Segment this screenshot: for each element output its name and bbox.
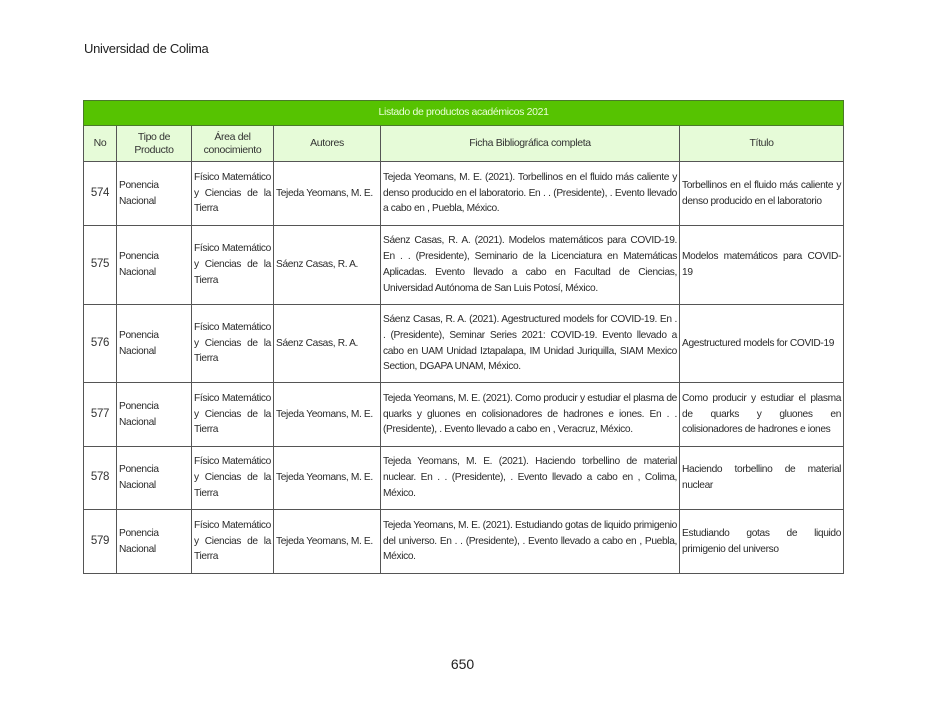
cell-no: 575 bbox=[84, 226, 117, 305]
cell-ficha: Tejeda Yeomans, M. E. (2021). Haciendo torbellino de material nuclear. En . . (Presidente), . Evento llevado a cabo en , Colima, México. bbox=[381, 447, 680, 510]
cell-ficha: Sáenz Casas, R. A. (2021). Agestructured models for COVID-19. En . . (Presidente), Seminar Series 2021: COVID-19. Evento llevado a cabo en UAM Unidad Iztapalapa, IM Unidad Juriquilla, SIAM Mexico Section, DGAPA UNAM, México. bbox=[381, 305, 680, 383]
column-header-area: Área del conocimiento bbox=[192, 126, 274, 162]
cell-tipo: Ponencia Nacional bbox=[117, 383, 192, 447]
academic-products-table bbox=[83, 100, 844, 574]
cell-ficha: Tejeda Yeomans, M. E. (2021). Torbellinos en el fluido más caliente y denso producido en el laboratorio. En . . (Presidente), . Evento llevado a cabo en , Puebla, México. bbox=[381, 162, 680, 226]
column-header-titulo: Título bbox=[680, 126, 844, 162]
page-number: 650 bbox=[450, 656, 475, 672]
column-header-row bbox=[84, 126, 844, 162]
cell-no: 578 bbox=[84, 447, 117, 510]
cell-no: 577 bbox=[84, 383, 117, 447]
table-row bbox=[84, 305, 844, 383]
table-title: Listado de productos académicos 2021 bbox=[84, 101, 844, 126]
page-header: Universidad de Colima bbox=[84, 41, 209, 56]
table-row bbox=[84, 510, 844, 574]
table-row bbox=[84, 383, 844, 447]
cell-autores: Tejeda Yeomans, M. E. bbox=[274, 383, 381, 447]
cell-area: Físico Matemático y Ciencias de la Tierra bbox=[192, 226, 274, 305]
cell-autores: Tejeda Yeomans, M. E. bbox=[274, 447, 381, 510]
cell-titulo: Torbellinos en el fluido más caliente y denso producido en el laboratorio bbox=[680, 162, 844, 226]
column-header-ficha: Ficha Bibliográfica completa bbox=[381, 126, 680, 162]
cell-autores: Tejeda Yeomans, M. E. bbox=[274, 162, 381, 226]
cell-tipo: Ponencia Nacional bbox=[117, 447, 192, 510]
cell-no: 574 bbox=[84, 162, 117, 226]
cell-tipo: Ponencia Nacional bbox=[117, 510, 192, 574]
cell-ficha: Sáenz Casas, R. A. (2021). Modelos matemáticos para COVID-19. En . . (Presidente), Seminario de la Licenciatura en Matemáticas Aplicadas. Evento llevado a cabo en Facultad de Ciencias, Universidad Autónoma de San Luis Potosí, México. bbox=[381, 226, 680, 305]
cell-titulo: Haciendo torbellino de material nuclear bbox=[680, 447, 844, 510]
column-header-tipo: Tipo de Producto bbox=[117, 126, 192, 162]
cell-area: Físico Matemático y Ciencias de la Tierra bbox=[192, 510, 274, 574]
cell-autores: Tejeda Yeomans, M. E. bbox=[274, 510, 381, 574]
column-header-no: No bbox=[84, 126, 117, 162]
cell-titulo: Agestructured models for COVID-19 bbox=[680, 305, 844, 383]
cell-titulo: Modelos matemáticos para COVID-19 bbox=[680, 226, 844, 305]
cell-no: 579 bbox=[84, 510, 117, 574]
cell-ficha: Tejeda Yeomans, M. E. (2021). Estudiando gotas de liquido primigenio del universo. En . . (Presidente), . Evento llevado a cabo en , Puebla, México. bbox=[381, 510, 680, 574]
table-row bbox=[84, 162, 844, 226]
cell-tipo: Ponencia Nacional bbox=[117, 305, 192, 383]
cell-area: Físico Matemático y Ciencias de la Tierra bbox=[192, 305, 274, 383]
cell-area: Físico Matemático y Ciencias de la Tierra bbox=[192, 383, 274, 447]
cell-area: Físico Matemático y Ciencias de la Tierra bbox=[192, 447, 274, 510]
cell-autores: Sáenz Casas, R. A. bbox=[274, 226, 381, 305]
cell-titulo: Como producir y estudiar el plasma de quarks y gluones en colisionadores de hadrones e iones bbox=[680, 383, 844, 447]
table-row bbox=[84, 226, 844, 305]
table-title-row bbox=[84, 101, 844, 126]
column-header-autores: Autores bbox=[274, 126, 381, 162]
cell-tipo: Ponencia Nacional bbox=[117, 162, 192, 226]
cell-titulo: Estudiando gotas de liquido primigenio del universo bbox=[680, 510, 844, 574]
cell-tipo: Ponencia Nacional bbox=[117, 226, 192, 305]
cell-area: Físico Matemático y Ciencias de la Tierra bbox=[192, 162, 274, 226]
cell-ficha: Tejeda Yeomans, M. E. (2021). Como producir y estudiar el plasma de quarks y gluones en colisionadores de hadrones e iones. En . . (Presidente), . Evento llevado a cabo en , Veracruz, México. bbox=[381, 383, 680, 447]
cell-autores: Sáenz Casas, R. A. bbox=[274, 305, 381, 383]
table-row bbox=[84, 447, 844, 510]
cell-no: 576 bbox=[84, 305, 117, 383]
